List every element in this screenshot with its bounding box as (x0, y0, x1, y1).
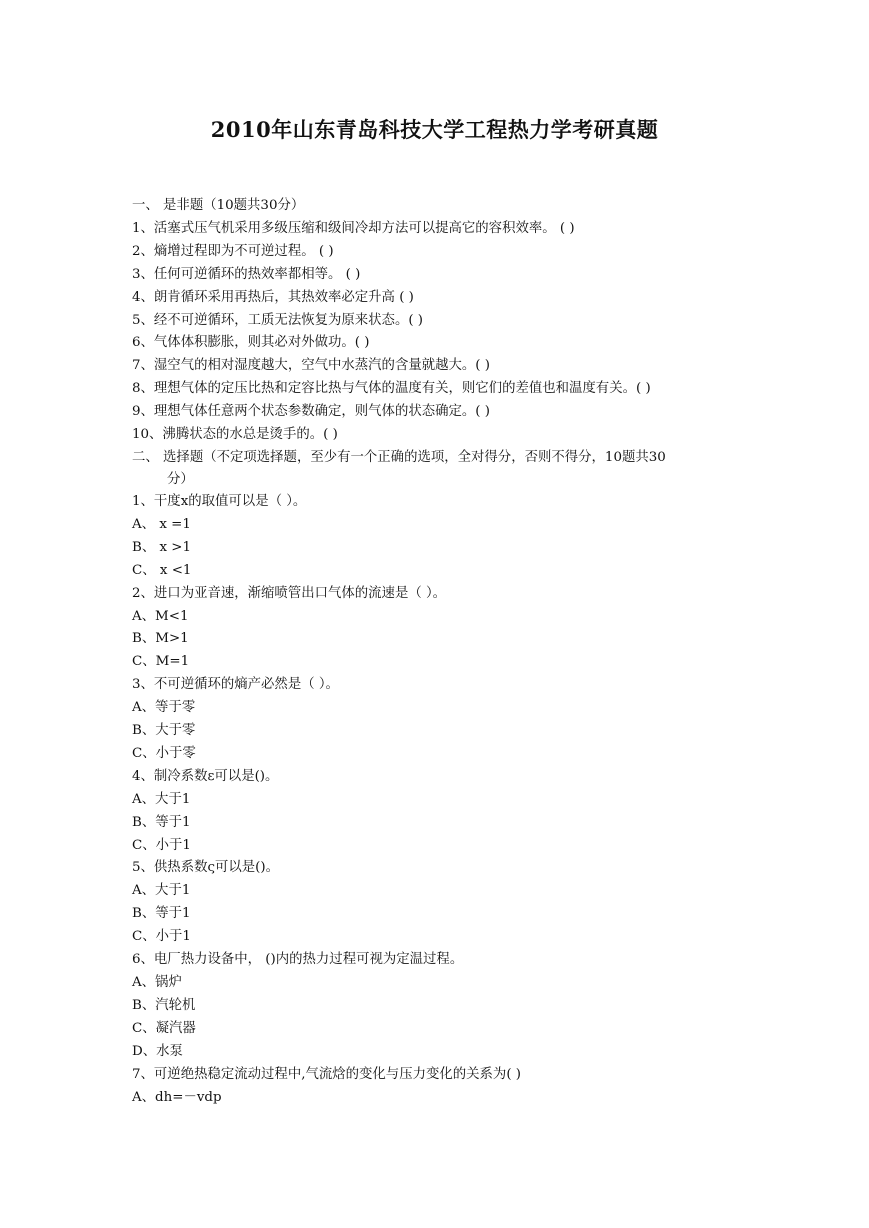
question-line: 4、朗肯循环采用再热后，其热效率必定升高 ( ) (132, 289, 414, 305)
question-line: 8、理想气体的定压比热和定容比热与气体的温度有关，则它们的差值也和温度有关。( ) (132, 381, 651, 397)
option-line: C、 x <1 (132, 562, 192, 578)
question-line: 7、可逆绝热稳定流动过程中,气流焓的变化与压力变化的关系为( ) (132, 1066, 522, 1082)
option-line: B、大于零 (132, 723, 196, 739)
section-heading-multiple-choice (132, 447, 752, 491)
section-heading-line2: 分） (167, 471, 194, 487)
question-line: 3、不可逆循环的熵产必然是（ ）。 (132, 677, 339, 693)
option-line: B、等于1 (132, 906, 191, 922)
question-line: 4、制冷系数ε可以是()。 (132, 768, 279, 784)
option-line: A、大于1 (132, 791, 191, 807)
option-line: C、小于1 (132, 929, 191, 945)
section-heading-line1: 二、 选择题（不定项选择题，至少有一个正确的选项，全对得分，否则不得分，10题共30 (132, 449, 666, 465)
question-line: 6、气体体积膨胀，则其必对外做功。( ) (132, 335, 370, 351)
question-line: 1、活塞式压气机采用多级压缩和级间冷却方法可以提高它的容积效率。 ( ) (132, 220, 575, 236)
option-line: B、 x >1 (132, 539, 192, 555)
question-line: 9、理想气体任意两个状态参数确定，则气体的状态确定。( ) (132, 404, 490, 420)
option-line: B、汽轮机 (132, 997, 196, 1013)
option-line: A、锅炉 (132, 975, 182, 990)
option-line: A、M<1 (132, 608, 189, 624)
option-line: A、大于1 (132, 883, 191, 899)
option-line: B、等于1 (132, 814, 191, 830)
question-line: 5、供热系数ς可以是()。 (132, 860, 279, 876)
option-line: A、dh=－vdp (132, 1089, 222, 1105)
question-line: 7、湿空气的相对湿度越大，空气中水蒸汽的含量就越大。( ) (132, 358, 490, 374)
question-line: 2、熵增过程即为不可逆过程。 ( ) (132, 243, 334, 259)
question-line: 1、干度x的取值可以是（ ）。 (132, 493, 307, 509)
option-line: C、凝汽器 (132, 1020, 196, 1036)
question-line: 5、经不可逆循环，工质无法恢复为原来状态。( ) (132, 312, 424, 328)
option-line: A、等于零 (132, 700, 196, 716)
section-heading-true-false: 一、 是非题（10题共30分） (132, 198, 305, 213)
question-line: 6、电厂热力设备中， ()内的热力过程可视为定温过程。 (132, 952, 464, 968)
question-line: 3、任何可逆循环的热效率都相等。 ( ) (132, 266, 361, 282)
option-line: C、小于零 (132, 745, 196, 761)
question-line: 2、进口为亚音速，渐缩喷管出口气体的流速是（ ）。 (132, 585, 447, 601)
page-title: 2010年山东青岛科技大学工程热力学考研真题 (210, 117, 659, 142)
option-line: B、M>1 (132, 631, 189, 647)
question-line: 10、沸腾状态的水总是烫手的。( ) (132, 427, 338, 443)
option-line: C、小于1 (132, 837, 191, 853)
option-line: A、 x =1 (132, 516, 191, 532)
document-body (132, 195, 752, 1109)
option-line: C、M=1 (132, 654, 190, 670)
option-line: D、水泵 (132, 1043, 183, 1059)
